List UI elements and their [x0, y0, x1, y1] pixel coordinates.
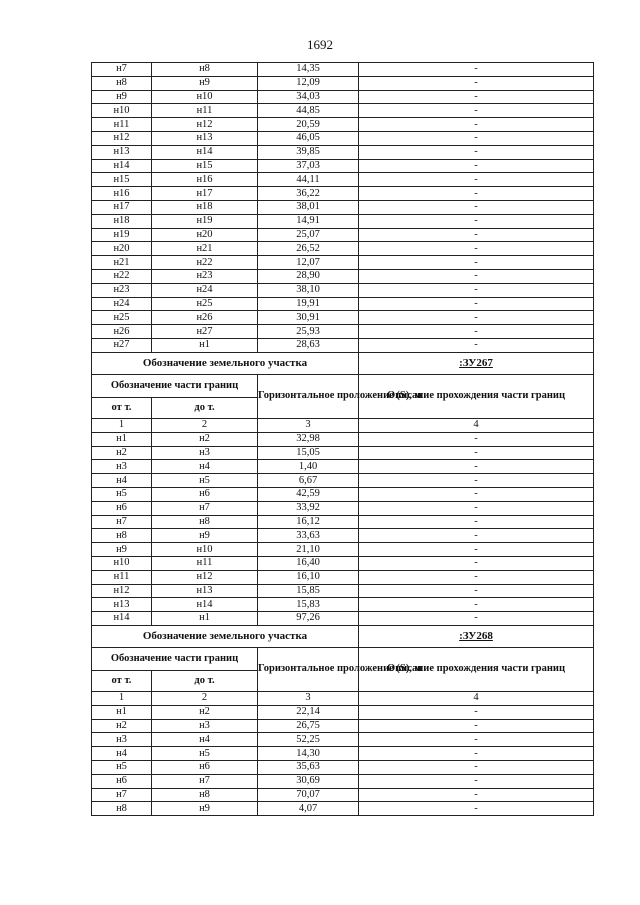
to-point-cell: н2: [152, 432, 258, 446]
table-row: [92, 705, 594, 719]
from-point-cell: н11: [92, 570, 152, 584]
to-point-cell: н10: [152, 90, 258, 104]
table-row: [92, 159, 594, 173]
horizontal-distance-cell: 15,83: [258, 598, 359, 612]
table-row: [92, 173, 594, 187]
boundary-table: [91, 62, 594, 816]
boundary-description-cell: -: [359, 256, 594, 270]
boundary-description-cell: -: [359, 311, 594, 325]
from-point-cell: н12: [92, 131, 152, 145]
to-point-cell: н15: [152, 159, 258, 173]
boundary-description-cell: -: [359, 543, 594, 557]
boundary-description-cell: -: [359, 446, 594, 460]
column-number-row: [92, 691, 594, 705]
boundary-description-cell: -: [359, 76, 594, 90]
table-row: [92, 733, 594, 747]
to-point-cell: н4: [152, 460, 258, 474]
boundary-description-cell: -: [359, 529, 594, 543]
boundary-description-cell: -: [359, 515, 594, 529]
horizontal-distance-cell: 26,52: [258, 242, 359, 256]
from-header: от т.: [92, 397, 152, 418]
to-point-cell: н4: [152, 733, 258, 747]
from-point-cell: н8: [92, 76, 152, 90]
boundary-description-cell: -: [359, 788, 594, 802]
from-point-cell: н1: [92, 432, 152, 446]
from-point-cell: н27: [92, 338, 152, 352]
table-row: [92, 487, 594, 501]
to-point-cell: н10: [152, 543, 258, 557]
table-row: [92, 131, 594, 145]
table-row: [92, 242, 594, 256]
from-point-cell: н14: [92, 612, 152, 626]
to-point-cell: н8: [152, 515, 258, 529]
from-point-cell: н19: [92, 228, 152, 242]
boundary-description-cell: -: [359, 118, 594, 132]
from-point-cell: н6: [92, 501, 152, 515]
boundary-description-cell: -: [359, 598, 594, 612]
horizontal-distance-cell: 44,11: [258, 173, 359, 187]
from-point-cell: н7: [92, 788, 152, 802]
boundary-description-cell: -: [359, 612, 594, 626]
horizontal-distance-cell: 19,91: [258, 297, 359, 311]
boundary-description-cell: -: [359, 159, 594, 173]
table-row: [92, 543, 594, 557]
to-point-cell: н3: [152, 446, 258, 460]
table-row: [92, 788, 594, 802]
horizontal-distance-cell: 36,22: [258, 187, 359, 201]
to-point-cell: н12: [152, 570, 258, 584]
boundary-description-cell: -: [359, 242, 594, 256]
to-point-cell: н18: [152, 200, 258, 214]
horizontal-distance-cell: 1,40: [258, 460, 359, 474]
to-point-cell: н13: [152, 131, 258, 145]
column-number: 4: [359, 691, 594, 705]
from-point-cell: н1: [92, 705, 152, 719]
from-point-cell: н18: [92, 214, 152, 228]
to-point-cell: н1: [152, 338, 258, 352]
from-point-cell: н5: [92, 487, 152, 501]
horizontal-distance-cell: 33,63: [258, 529, 359, 543]
table-row: [92, 529, 594, 543]
boundary-description-cell: -: [359, 432, 594, 446]
to-point-cell: н9: [152, 529, 258, 543]
to-point-cell: н22: [152, 256, 258, 270]
horizontal-distance-cell: 33,92: [258, 501, 359, 515]
boundary-description-cell: -: [359, 761, 594, 775]
boundary-description-cell: -: [359, 283, 594, 297]
boundary-description-cell: -: [359, 297, 594, 311]
boundary-description-cell: -: [359, 705, 594, 719]
boundary-description-cell: -: [359, 104, 594, 118]
horizontal-distance-cell: 37,03: [258, 159, 359, 173]
horizontal-distance-cell: 28,63: [258, 338, 359, 352]
horizontal-distance-cell: 34,03: [258, 90, 359, 104]
to-point-cell: н5: [152, 474, 258, 488]
to-point-cell: н20: [152, 228, 258, 242]
from-point-cell: н13: [92, 145, 152, 159]
table-row: [92, 145, 594, 159]
boundary-description-cell: -: [359, 460, 594, 474]
boundary-description-cell: -: [359, 145, 594, 159]
horizontal-distance-cell: 39,85: [258, 145, 359, 159]
table-row: [92, 283, 594, 297]
horizontal-distance-cell: 38,10: [258, 283, 359, 297]
to-point-cell: н9: [152, 76, 258, 90]
boundary-description-cell: -: [359, 90, 594, 104]
horizontal-distance-cell: 70,07: [258, 788, 359, 802]
horizontal-distance-cell: 30,69: [258, 774, 359, 788]
table-row: [92, 802, 594, 816]
from-point-cell: н15: [92, 173, 152, 187]
table-row: [92, 63, 594, 77]
from-point-cell: н10: [92, 104, 152, 118]
from-point-cell: н25: [92, 311, 152, 325]
to-point-cell: н7: [152, 501, 258, 515]
table-row: [92, 612, 594, 626]
horizontal-header: Горизонтальное проложение (S), м: [258, 374, 359, 418]
parcel-header-row: [92, 352, 594, 374]
boundary-description-cell: -: [359, 556, 594, 570]
to-point-cell: н5: [152, 747, 258, 761]
boundary-description-cell: -: [359, 474, 594, 488]
table-row: [92, 515, 594, 529]
column-header-row: [92, 374, 594, 397]
from-point-cell: н16: [92, 187, 152, 201]
boundary-description-cell: -: [359, 228, 594, 242]
page-number: 1692: [307, 37, 333, 52]
table-row: [92, 311, 594, 325]
boundary-description-cell: -: [359, 200, 594, 214]
horizontal-distance-cell: 12,09: [258, 76, 359, 90]
parts-label-header: Обозначение части границ: [92, 374, 258, 397]
boundary-description-cell: -: [359, 173, 594, 187]
table-row: [92, 570, 594, 584]
table-row: [92, 228, 594, 242]
from-point-cell: н24: [92, 297, 152, 311]
to-point-cell: н19: [152, 214, 258, 228]
from-point-cell: н14: [92, 159, 152, 173]
parcel-label: Обозначение земельного участка: [92, 352, 359, 374]
parcel-code: :ЗУ267: [359, 352, 594, 374]
horizontal-distance-cell: 14,35: [258, 63, 359, 77]
table-row: [92, 76, 594, 90]
table-row: [92, 719, 594, 733]
horizontal-distance-cell: 25,07: [258, 228, 359, 242]
table-row: [92, 474, 594, 488]
parcel-code: :ЗУ268: [359, 625, 594, 647]
table-row: [92, 90, 594, 104]
table-row: [92, 747, 594, 761]
table-row: [92, 325, 594, 339]
horizontal-header: Горизонтальное проложение (S), м: [258, 647, 359, 691]
horizontal-distance-cell: 42,59: [258, 487, 359, 501]
horizontal-distance-cell: 30,91: [258, 311, 359, 325]
from-point-cell: н7: [92, 515, 152, 529]
to-point-cell: н14: [152, 598, 258, 612]
to-point-cell: н12: [152, 118, 258, 132]
to-point-cell: н2: [152, 705, 258, 719]
boundary-description-cell: -: [359, 747, 594, 761]
horizontal-distance-cell: 14,91: [258, 214, 359, 228]
from-point-cell: н9: [92, 543, 152, 557]
horizontal-distance-cell: 12,07: [258, 256, 359, 270]
boundary-description-cell: -: [359, 584, 594, 598]
column-number: 3: [258, 418, 359, 432]
to-point-cell: н11: [152, 104, 258, 118]
table-row: [92, 598, 594, 612]
horizontal-distance-cell: 35,63: [258, 761, 359, 775]
boundary-description-cell: -: [359, 214, 594, 228]
from-point-cell: н2: [92, 446, 152, 460]
horizontal-distance-cell: 22,14: [258, 705, 359, 719]
table-row: [92, 118, 594, 132]
to-point-cell: н6: [152, 487, 258, 501]
boundary-description-cell: -: [359, 487, 594, 501]
to-point-cell: н3: [152, 719, 258, 733]
to-point-cell: н14: [152, 145, 258, 159]
table-row: [92, 501, 594, 515]
boundary-description-cell: -: [359, 501, 594, 515]
table-row: [92, 187, 594, 201]
horizontal-distance-cell: 38,01: [258, 200, 359, 214]
horizontal-distance-cell: 21,10: [258, 543, 359, 557]
to-point-cell: н11: [152, 556, 258, 570]
parcel-header-row: [92, 625, 594, 647]
table-row: [92, 460, 594, 474]
table-row: [92, 774, 594, 788]
description-header: Описание прохождения части границ: [359, 647, 594, 691]
to-point-cell: н7: [152, 774, 258, 788]
horizontal-distance-cell: 52,25: [258, 733, 359, 747]
table-row: [92, 297, 594, 311]
to-point-cell: н6: [152, 761, 258, 775]
to-point-cell: н9: [152, 802, 258, 816]
horizontal-distance-cell: 26,75: [258, 719, 359, 733]
parcel-label: Обозначение земельного участка: [92, 625, 359, 647]
table-row: [92, 556, 594, 570]
from-point-cell: н9: [92, 90, 152, 104]
table-row: [92, 256, 594, 270]
from-point-cell: н17: [92, 200, 152, 214]
from-point-cell: н4: [92, 474, 152, 488]
from-header: от т.: [92, 670, 152, 691]
horizontal-distance-cell: 20,59: [258, 118, 359, 132]
boundary-description-cell: -: [359, 131, 594, 145]
table-row: [92, 269, 594, 283]
from-point-cell: н7: [92, 63, 152, 77]
boundary-description-cell: -: [359, 733, 594, 747]
to-header: до т.: [152, 397, 258, 418]
to-point-cell: н24: [152, 283, 258, 297]
to-header: до т.: [152, 670, 258, 691]
horizontal-distance-cell: 28,90: [258, 269, 359, 283]
table-row: [92, 104, 594, 118]
column-header-row: [92, 647, 594, 670]
to-point-cell: н23: [152, 269, 258, 283]
boundary-description-cell: -: [359, 63, 594, 77]
horizontal-distance-cell: 32,98: [258, 432, 359, 446]
from-point-cell: н2: [92, 719, 152, 733]
from-point-cell: н3: [92, 460, 152, 474]
boundary-description-cell: -: [359, 802, 594, 816]
column-number-row: [92, 418, 594, 432]
from-point-cell: н3: [92, 733, 152, 747]
horizontal-distance-cell: 16,12: [258, 515, 359, 529]
column-number: 1: [92, 418, 152, 432]
horizontal-distance-cell: 15,85: [258, 584, 359, 598]
to-point-cell: н27: [152, 325, 258, 339]
from-point-cell: н20: [92, 242, 152, 256]
column-number: 4: [359, 418, 594, 432]
to-point-cell: н25: [152, 297, 258, 311]
table-row: [92, 338, 594, 352]
table-row: [92, 584, 594, 598]
from-point-cell: н8: [92, 529, 152, 543]
to-point-cell: н1: [152, 612, 258, 626]
boundary-description-cell: -: [359, 269, 594, 283]
horizontal-distance-cell: 16,40: [258, 556, 359, 570]
from-point-cell: н12: [92, 584, 152, 598]
parts-label-header: Обозначение части границ: [92, 647, 258, 670]
column-number: 2: [152, 418, 258, 432]
description-header: Описание прохождения части границ: [359, 374, 594, 418]
table-row: [92, 200, 594, 214]
horizontal-distance-cell: 6,67: [258, 474, 359, 488]
boundary-description-cell: -: [359, 338, 594, 352]
from-point-cell: н10: [92, 556, 152, 570]
to-point-cell: н26: [152, 311, 258, 325]
horizontal-distance-cell: 15,05: [258, 446, 359, 460]
horizontal-distance-cell: 44,85: [258, 104, 359, 118]
from-point-cell: н4: [92, 747, 152, 761]
to-point-cell: н8: [152, 63, 258, 77]
from-point-cell: н13: [92, 598, 152, 612]
from-point-cell: н6: [92, 774, 152, 788]
horizontal-distance-cell: 4,07: [258, 802, 359, 816]
boundary-description-cell: -: [359, 325, 594, 339]
horizontal-distance-cell: 14,30: [258, 747, 359, 761]
from-point-cell: н22: [92, 269, 152, 283]
table-row: [92, 214, 594, 228]
boundary-description-cell: -: [359, 187, 594, 201]
to-point-cell: н13: [152, 584, 258, 598]
to-point-cell: н21: [152, 242, 258, 256]
to-point-cell: н16: [152, 173, 258, 187]
horizontal-distance-cell: 25,93: [258, 325, 359, 339]
column-number: 1: [92, 691, 152, 705]
boundary-description-cell: -: [359, 774, 594, 788]
from-point-cell: н5: [92, 761, 152, 775]
table-row: [92, 761, 594, 775]
table-row: [92, 446, 594, 460]
column-number: 2: [152, 691, 258, 705]
to-point-cell: н8: [152, 788, 258, 802]
horizontal-distance-cell: 16,10: [258, 570, 359, 584]
boundary-description-cell: -: [359, 719, 594, 733]
to-point-cell: н17: [152, 187, 258, 201]
from-point-cell: н21: [92, 256, 152, 270]
from-point-cell: н11: [92, 118, 152, 132]
from-point-cell: н23: [92, 283, 152, 297]
table-row: [92, 432, 594, 446]
from-point-cell: н8: [92, 802, 152, 816]
horizontal-distance-cell: 46,05: [258, 131, 359, 145]
column-number: 3: [258, 691, 359, 705]
horizontal-distance-cell: 97,26: [258, 612, 359, 626]
from-point-cell: н26: [92, 325, 152, 339]
boundary-description-cell: -: [359, 570, 594, 584]
